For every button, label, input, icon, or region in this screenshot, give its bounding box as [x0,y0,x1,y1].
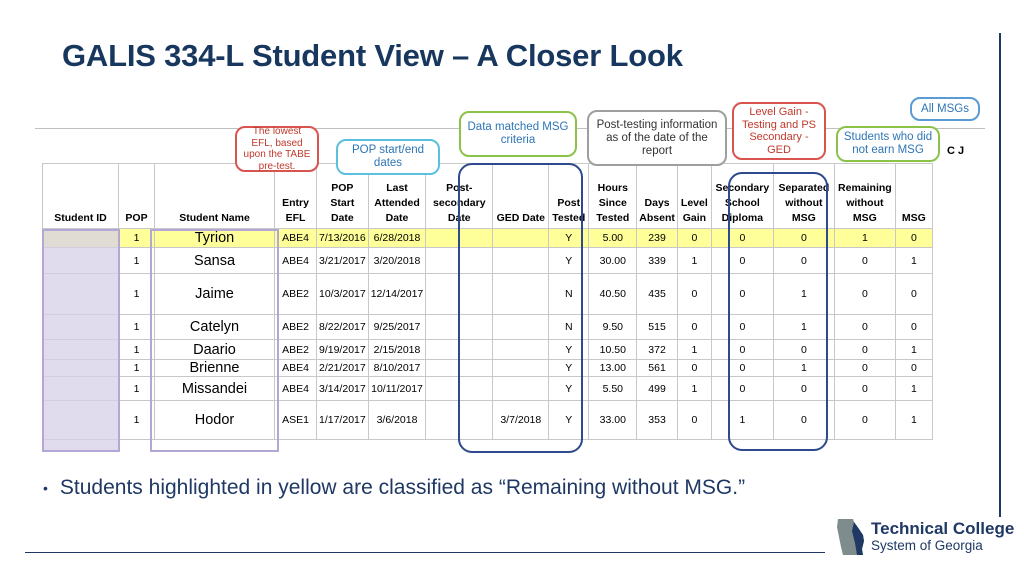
cell-efl: ABE4 [275,360,317,377]
cell-msg: 0 [895,315,932,340]
cell-diploma: 0 [711,248,773,274]
cell-hours: 5.00 [589,229,637,248]
cell-gain: 1 [677,377,711,401]
cell-absent: 353 [637,401,678,440]
cell-last: 9/25/2017 [368,315,426,340]
cell-hours: 33.00 [589,401,637,440]
cell-msg: 0 [895,274,932,315]
cell-msg: 1 [895,377,932,401]
callout-all-msgs: All MSGs [910,97,980,121]
cell-pop: 1 [119,340,155,360]
cell-hours: 40.50 [589,274,637,315]
cell-hours: 5.50 [589,377,637,401]
cell-separated: 0 [773,377,834,401]
cell-absent: 339 [637,248,678,274]
bullet-note [43,476,745,500]
col-header: Remaining without MSG [834,164,895,229]
logo-line2: System of Georgia [871,538,983,553]
cell-name: Brienne [155,360,275,377]
cell-pop: 1 [119,248,155,274]
cell-name: Jaime [155,274,275,315]
bullet-text: Students highlighted in yellow are classified as “Remaining without MSG.” [59,476,746,499]
cell-separated: 0 [773,340,834,360]
cell-efl: ASE1 [275,401,317,440]
col-header: Hours Since Tested [589,164,637,229]
cell-diploma: 0 [711,315,773,340]
cell-remaining: 1 [834,229,895,248]
cell-name: Sansa [155,248,275,274]
cell-name: Tyrion [155,229,275,248]
cell-tested: Y [549,248,589,274]
cell-remaining: 0 [834,315,895,340]
cell-last: 12/14/2017 [368,274,426,315]
col-header: Student ID [43,164,119,229]
cell-absent: 239 [637,229,678,248]
callout-pop-dates: POP start/end dates [336,139,440,175]
cell-hours: 13.00 [589,360,637,377]
cell-diploma: 1 [711,401,773,440]
cell-pop: 1 [119,274,155,315]
cell-absent: 561 [637,360,678,377]
col-header: Last Attended Date [368,164,426,229]
cell-tested: Y [549,340,589,360]
cell-start: 8/22/2017 [317,315,369,340]
cell-diploma: 0 [711,274,773,315]
col-header: Level Gain [677,164,711,229]
right-divider [999,33,1001,517]
cell-remaining: 0 [834,401,895,440]
cell-tested: Y [549,229,589,248]
callout-lowest-efl: The lowest EFL, based upon the TABE pre-test. [235,126,319,172]
col-header: Separated without MSG [773,164,834,229]
cell-efl: ABE2 [275,315,317,340]
cell-start: 2/21/2017 [317,360,369,377]
cell-last: 3/20/2018 [368,248,426,274]
cell-pop: 1 [119,229,155,248]
col-header: POP [119,164,155,229]
logo-line1: Technical College [871,519,1015,538]
cell-absent: 435 [637,274,678,315]
cell-last: 6/28/2018 [368,229,426,248]
cell-name: Catelyn [155,315,275,340]
cell-separated: 0 [773,401,834,440]
cell-pop: 1 [119,315,155,340]
cell-efl: ABE2 [275,274,317,315]
cell-tested: N [549,315,589,340]
cell-gain: 0 [677,401,711,440]
cell-start: 7/13/2016 [317,229,369,248]
cell-efl: ABE4 [275,248,317,274]
cell-msg: 1 [895,248,932,274]
col-header: Days Absent [637,164,678,229]
cell-absent: 515 [637,315,678,340]
cell-efl: ABE4 [275,377,317,401]
bottom-divider [25,552,825,553]
cell-last: 10/11/2017 [368,377,426,401]
cell-tested: Y [549,360,589,377]
cell-hours: 9.50 [589,315,637,340]
callout-post-testing: Post-testing information as of the date of the report [587,110,727,166]
col-header: MSG [895,164,932,229]
col-header: Secondary School Diploma [711,164,773,229]
column-letters: C J [947,145,965,157]
cell-remaining: 0 [834,360,895,377]
cell-diploma: 0 [711,229,773,248]
callout-data-matched: Data matched MSG criteria [459,111,577,157]
callout-no-msg: Students who did not earn MSG [836,126,940,162]
cell-name: Daario [155,340,275,360]
cell-pop: 1 [119,401,155,440]
cell-name: Missandei [155,377,275,401]
cell-gain: 0 [677,360,711,377]
page-title: GALIS 334-L Student View – A Closer Look [62,38,683,73]
cell-remaining: 0 [834,274,895,315]
col-header: Post-secondary Date [426,164,493,229]
tcsg-logo [835,517,1014,557]
cell-remaining: 0 [834,340,895,360]
cell-separated: 0 [773,229,834,248]
cell-separated: 0 [773,248,834,274]
cell-tested: Y [549,401,589,440]
cell-diploma: 0 [711,340,773,360]
col-header: Student Name [155,164,275,229]
msg-criteria-outline [458,163,583,453]
georgia-state-icon [835,517,867,557]
cell-hours: 10.50 [589,340,637,360]
cell-separated: 1 [773,315,834,340]
cell-start: 3/14/2017 [317,377,369,401]
cell-tested: Y [549,377,589,401]
col-header: Entry EFL [275,164,317,229]
cell-start: 9/19/2017 [317,340,369,360]
cell-remaining: 0 [834,377,895,401]
cell-start: 1/17/2017 [317,401,369,440]
cell-pop: 1 [119,377,155,401]
col-header: POP Start Date [317,164,369,229]
cell-msg: 0 [895,229,932,248]
cell-tested: N [549,274,589,315]
cell-start: 10/3/2017 [317,274,369,315]
cell-gain: 0 [677,274,711,315]
cell-last: 3/6/2018 [368,401,426,440]
cell-efl: ABE2 [275,340,317,360]
cell-separated: 1 [773,360,834,377]
col-header: Post Tested [549,164,589,229]
cell-last: 2/15/2018 [368,340,426,360]
cell-gain: 0 [677,315,711,340]
bullet-dot: • [43,480,48,497]
cell-gain: 1 [677,248,711,274]
callout-level-gain: Level Gain - Testing and PS Secondary - GED [732,102,826,160]
cell-msg: 1 [895,340,932,360]
cell-remaining: 0 [834,248,895,274]
cell-hours: 30.00 [589,248,637,274]
cell-absent: 372 [637,340,678,360]
cell-gain: 1 [677,340,711,360]
cell-absent: 499 [637,377,678,401]
cell-msg: 1 [895,401,932,440]
cell-pop: 1 [119,360,155,377]
cell-name: Hodor [155,401,275,440]
col-header: GED Date [493,164,549,229]
cell-last: 8/10/2017 [368,360,426,377]
cell-efl: ABE4 [275,229,317,248]
level-gain-outline [728,172,828,451]
cell-diploma: 0 [711,360,773,377]
cell-gain: 0 [677,229,711,248]
cell-diploma: 0 [711,377,773,401]
cell-separated: 1 [773,274,834,315]
cell-ged: 3/7/2018 [493,401,549,440]
cell-start: 3/21/2017 [317,248,369,274]
cell-msg: 0 [895,360,932,377]
student-name-outline [150,229,279,452]
student-id-mask [42,229,120,452]
